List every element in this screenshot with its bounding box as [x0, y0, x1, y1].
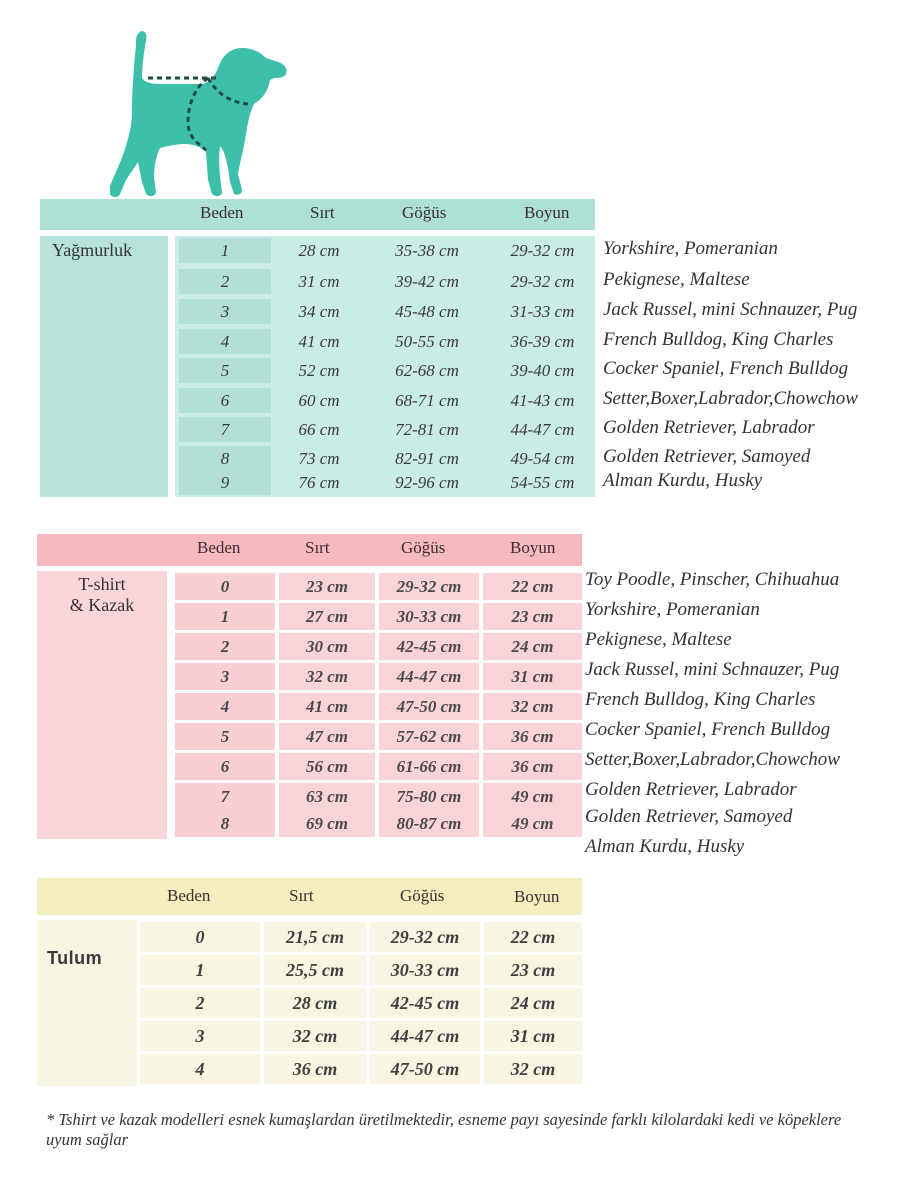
back-cell: 47 cm: [279, 723, 375, 750]
neck-cell: 49 cm: [483, 783, 582, 810]
neck-cell: 36 cm: [483, 723, 582, 750]
chest-cell: 29-32 cm: [379, 573, 479, 600]
size-cell: 0: [140, 922, 260, 952]
back-cell: 63 cm: [279, 783, 375, 810]
back-cell: 36 cm: [264, 1054, 366, 1084]
neck-cell: 31-33 cm: [510, 301, 575, 321]
neck-cell: 29-32 cm: [510, 271, 575, 291]
breed-list: Toy Poodle, Pinscher, Chihuahua: [585, 569, 840, 590]
size-cell: 5: [179, 358, 271, 383]
chest-cell: 68-71 cm: [395, 390, 459, 410]
breed-list: Jack Russel, mini Schnauzer, Pug: [585, 659, 840, 680]
category-label-line2: & Kazak: [69, 595, 135, 615]
neck-cell: 41-43 cm: [510, 390, 575, 410]
breed-list: Cocker Spaniel, French Bulldog: [585, 719, 831, 740]
breed-list: Pekignese, Maltese: [603, 269, 750, 290]
category-label-line1: T-shirt: [78, 574, 126, 594]
column-header-chest: Göğüs: [400, 886, 445, 905]
breed-list: Setter,Boxer,Labrador,Chowchow: [585, 749, 840, 770]
chest-cell: 75-80 cm: [379, 783, 479, 810]
size-cell: 9: [179, 470, 271, 495]
chest-cell: 29-32 cm: [370, 922, 480, 952]
size-cell: 3: [175, 663, 275, 690]
chest-cell: 42-45 cm: [370, 988, 480, 1018]
size-cell: 3: [179, 299, 271, 324]
breed-list: Setter,Boxer,Labrador,Chowchow: [603, 388, 858, 409]
size-cell: 5: [175, 723, 275, 750]
jumpsuit-category-cell: [37, 920, 137, 1086]
neck-cell: 49-54 cm: [510, 448, 575, 468]
column-header-neck: Boyun: [510, 538, 556, 557]
chest-cell: 61-66 cm: [379, 753, 479, 780]
size-cell: 2: [179, 269, 271, 294]
raincoat-category-cell: [40, 236, 168, 497]
neck-cell: 24 cm: [483, 633, 582, 660]
column-header-back: Sırt: [310, 203, 335, 222]
neck-cell: 49 cm: [483, 810, 582, 837]
size-cell: 1: [140, 955, 260, 985]
breed-list: Pekignese, Maltese: [585, 629, 732, 650]
chest-cell: 50-55 cm: [395, 331, 459, 351]
back-cell: 28 cm: [298, 240, 340, 260]
chest-cell: 62-68 cm: [395, 360, 459, 380]
back-cell: 52 cm: [298, 360, 340, 380]
chest-cell: 80-87 cm: [379, 810, 479, 837]
size-cell: 8: [175, 810, 275, 837]
neck-cell: 36-39 cm: [510, 331, 575, 351]
tshirt-header-bar: [37, 534, 582, 566]
category-label: Yağmurluk: [52, 240, 133, 260]
column-header-back: Sırt: [289, 886, 314, 905]
size-cell: 4: [179, 329, 271, 354]
column-header-chest: Göğüs: [401, 538, 446, 557]
neck-cell: 31 cm: [483, 663, 582, 690]
chest-cell: 39-42 cm: [395, 271, 459, 291]
size-cell: 6: [179, 388, 271, 413]
chest-cell: 92-96 cm: [395, 472, 459, 492]
size-cell: 0: [175, 573, 275, 600]
neck-cell: 23 cm: [484, 955, 582, 985]
neck-cell: 22 cm: [484, 922, 582, 952]
chest-cell: 72-81 cm: [395, 419, 459, 439]
neck-cell: 31 cm: [484, 1021, 582, 1051]
chest-cell: 82-91 cm: [395, 448, 459, 468]
breed-extra-line: Alman Kurdu, Husky: [585, 836, 745, 857]
neck-cell: 54-55 cm: [510, 472, 575, 492]
breed-list: French Bulldog, King Charles: [585, 689, 816, 710]
column-header-neck: Boyun: [524, 203, 570, 222]
chest-cell: 47-50 cm: [370, 1054, 480, 1084]
chest-cell: 30-33 cm: [379, 603, 479, 630]
column-header-back: Sırt: [305, 538, 330, 557]
back-cell: 69 cm: [279, 810, 375, 837]
dog-measurement-illustration: [80, 22, 305, 200]
back-cell: 23 cm: [279, 573, 375, 600]
column-header-chest: Göğüs: [402, 203, 447, 222]
back-cell: 32 cm: [279, 663, 375, 690]
chest-cell: 57-62 cm: [379, 723, 479, 750]
back-cell: 76 cm: [298, 472, 340, 492]
back-cell: 60 cm: [298, 390, 340, 410]
chest-cell: 44-47 cm: [379, 663, 479, 690]
category-label: Tulum: [47, 948, 103, 968]
breed-list: Golden Retriever, Labrador: [585, 779, 797, 800]
size-cell: 4: [140, 1054, 260, 1084]
back-cell: 32 cm: [264, 1021, 366, 1051]
breed-list: Yorkshire, Pomeranian: [585, 599, 760, 620]
neck-cell: 24 cm: [484, 988, 582, 1018]
back-cell: 34 cm: [298, 301, 340, 321]
breed-list: Yorkshire, Pomeranian: [603, 238, 778, 259]
size-cell: 3: [140, 1021, 260, 1051]
raincoat-header-bar: [40, 199, 595, 230]
neck-cell: 44-47 cm: [510, 419, 575, 439]
back-cell: 41 cm: [298, 331, 340, 351]
back-cell: 41 cm: [279, 693, 375, 720]
back-cell: 73 cm: [298, 448, 340, 468]
size-cell: 4: [175, 693, 275, 720]
size-cell: 1: [175, 603, 275, 630]
breed-list: Golden Retriever, Samoyed: [603, 446, 811, 467]
back-cell: 21,5 cm: [264, 922, 366, 952]
breed-list: Golden Retriever, Samoyed: [585, 806, 793, 827]
neck-cell: 29-32 cm: [510, 240, 575, 260]
back-cell: 31 cm: [298, 271, 340, 291]
neck-cell: 39-40 cm: [510, 360, 575, 380]
tshirt-category-cell: [37, 571, 167, 839]
breed-list: Jack Russel, mini Schnauzer, Pug: [603, 299, 858, 320]
back-cell: 30 cm: [279, 633, 375, 660]
breed-list: Alman Kurdu, Husky: [603, 470, 763, 491]
column-header-size: Beden: [200, 203, 244, 222]
neck-cell: 32 cm: [484, 1054, 582, 1084]
breed-list: Cocker Spaniel, French Bulldog: [603, 358, 849, 379]
size-cell: 7: [175, 783, 275, 810]
chest-cell: 47-50 cm: [379, 693, 479, 720]
dog-silhouette-icon: [80, 22, 305, 200]
neck-cell: 23 cm: [483, 603, 582, 630]
column-header-size: Beden: [197, 538, 241, 557]
chest-cell: 35-38 cm: [395, 240, 459, 260]
chest-cell: 42-45 cm: [379, 633, 479, 660]
back-cell: 56 cm: [279, 753, 375, 780]
chest-cell: 45-48 cm: [395, 301, 459, 321]
jumpsuit-header-bar: [37, 878, 582, 915]
footnote: * Tshirt ve kazak modelleri esnek kumaşlardan üretilmektedir, esneme payı sayesinde farklı kilolardaki kedi ve köpeklere uyum sağlar: [46, 1110, 842, 1149]
column-header-size: Beden: [167, 886, 211, 905]
column-header-neck: Boyun: [514, 887, 560, 906]
breed-list: Golden Retriever, Labrador: [603, 417, 815, 438]
size-cell: 2: [140, 988, 260, 1018]
size-cell: 8: [179, 446, 271, 471]
size-cell: 2: [175, 633, 275, 660]
size-cell: 6: [175, 753, 275, 780]
size-cell: 1: [179, 238, 271, 263]
chest-cell: 44-47 cm: [370, 1021, 480, 1051]
back-cell: 28 cm: [264, 988, 366, 1018]
back-cell: 66 cm: [298, 419, 340, 439]
neck-cell: 22 cm: [483, 573, 582, 600]
neck-cell: 36 cm: [483, 753, 582, 780]
chest-cell: 30-33 cm: [370, 955, 480, 985]
back-cell: 27 cm: [279, 603, 375, 630]
back-cell: 25,5 cm: [264, 955, 366, 985]
breed-list: French Bulldog, King Charles: [603, 329, 834, 350]
size-cell: 7: [179, 417, 271, 442]
neck-cell: 32 cm: [483, 693, 582, 720]
